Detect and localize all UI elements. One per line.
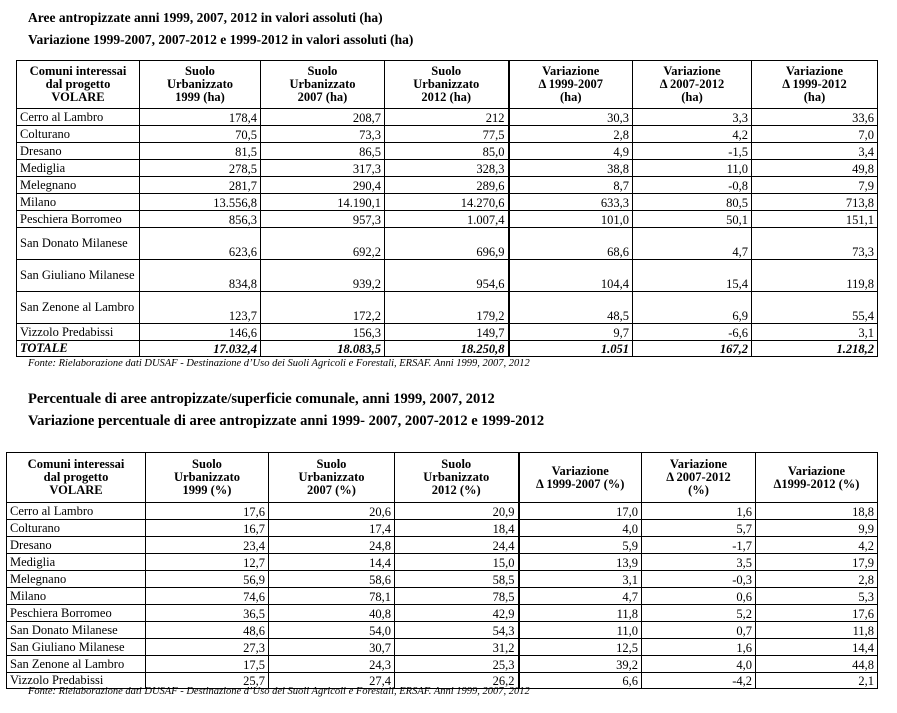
table1-total-row (17, 341, 878, 357)
table1-value-cell: 13.556,8 (140, 194, 261, 211)
table2-value-cell: 20,9 (395, 503, 519, 520)
table2-value-cell: 13,9 (519, 554, 642, 571)
table1-header-text: Urbanizzato (413, 77, 480, 91)
table1-title-line1: Aree antropizzate anni 1999, 2007, 2012 in valori assoluti (ha) (28, 10, 383, 25)
table2-value-cell: 17,6 (146, 503, 269, 520)
table1-value-cell: 85,0 (385, 143, 509, 160)
table1-municipality-cell: Peschiera Borromeo (17, 211, 140, 228)
table2-municipality-cell: San Giuliano Milanese (7, 639, 146, 656)
table2-value-cell: 5,7 (642, 520, 756, 537)
table2-value-cell: 23,4 (146, 537, 269, 554)
table1-header-text: VOLARE (51, 90, 105, 104)
table1-municipality-cell: Melegnano (17, 177, 140, 194)
table2-value-cell: 2,1 (756, 673, 878, 689)
table1-source-note: Fonte: Rielaborazione dati DUSAF - Destinazione d’Uso dei Suoli Agricoli e Forestali, ERSAF. Anni 1999, 2007, 2012 (28, 358, 530, 369)
table1-municipality-cell: Mediglia (17, 160, 140, 177)
table1-header-text: Δ 2007-2012 (659, 77, 725, 91)
table1-value-cell: 17.032,4 (140, 341, 261, 357)
table2-value-cell: 56,9 (146, 571, 269, 588)
table1-value-cell: 623,6 (140, 228, 261, 260)
table1-value-cell: 1.007,4 (385, 211, 509, 228)
table1-value-cell: 696,9 (385, 228, 509, 260)
table2-value-cell: 58,6 (269, 571, 395, 588)
table1-municipality-cell: Dresano (17, 143, 140, 160)
table1-header-row (17, 61, 878, 109)
table1-value-cell: -6,6 (633, 324, 752, 341)
table1-value-cell: 278,5 (140, 160, 261, 177)
table2-value-cell: 31,2 (395, 639, 519, 656)
table2-row (7, 503, 878, 520)
table1-row (17, 109, 878, 126)
table1-header-col-5 (633, 61, 752, 109)
table2-header-col-0 (7, 453, 146, 503)
table1-value-cell: 834,8 (140, 260, 261, 292)
table2-header-col-1 (146, 453, 269, 503)
table1-value-cell: 289,6 (385, 177, 509, 194)
table2-value-cell: 27,3 (146, 639, 269, 656)
table2-value-cell: 42,9 (395, 605, 519, 622)
table1-municipality-cell: San Donato Milanese (17, 228, 140, 260)
table2-value-cell: 11,0 (519, 622, 642, 639)
table2-value-cell: 36,5 (146, 605, 269, 622)
table2-row (7, 588, 878, 605)
table2-municipality-cell: Mediglia (7, 554, 146, 571)
table2-municipality-cell: Melegnano (7, 571, 146, 588)
table2-value-cell: 1,6 (642, 503, 756, 520)
table1-header-text: Suolo (185, 64, 215, 78)
table2-value-cell: 5,3 (756, 588, 878, 605)
table2-value-cell: 11,8 (519, 605, 642, 622)
table1-row (17, 194, 878, 211)
table1-value-cell: 104,4 (509, 260, 633, 292)
table2-row (7, 639, 878, 656)
table1-value-cell: 50,1 (633, 211, 752, 228)
table1-header-col-1 (140, 61, 261, 109)
table1-header-text: Urbanizzato (289, 77, 356, 91)
table1-value-cell: 73,3 (752, 228, 878, 260)
table1-value-cell: 9,7 (509, 324, 633, 341)
table1-value-cell: 80,5 (633, 194, 752, 211)
table2-value-cell: 3,5 (642, 554, 756, 571)
table1-value-cell: 30,3 (509, 109, 633, 126)
table1-value-cell: 7,0 (752, 126, 878, 143)
table2-header-col-3 (395, 453, 519, 503)
table1-municipality-cell: Milano (17, 194, 140, 211)
table1-value-cell: 38,8 (509, 160, 633, 177)
table1-value-cell: 328,3 (385, 160, 509, 177)
table2-header-text: 2007 (%) (307, 483, 356, 497)
table2-header-text: Variazione (787, 463, 846, 478)
table2-value-cell: 17,9 (756, 554, 878, 571)
table1-value-cell: 68,6 (509, 228, 633, 260)
table1-row (17, 126, 878, 143)
table2-value-cell: 30,7 (269, 639, 395, 656)
table2-header-row (7, 453, 878, 503)
table1-title-line2: Variazione 1999-2007, 2007-2012 e 1999-2012 in valori assoluti (ha) (28, 32, 414, 47)
table1-value-cell: 55,4 (752, 292, 878, 324)
table2-value-cell: -4,2 (642, 673, 756, 689)
table1-value-cell: 713,8 (752, 194, 878, 211)
table1-row (17, 143, 878, 160)
table2-value-cell: 4,7 (519, 588, 642, 605)
table2-header-text: Variazione (669, 457, 728, 471)
table1-header-col-4 (509, 61, 633, 109)
table1-header-text: Variazione (663, 64, 721, 78)
table2-row (7, 605, 878, 622)
table1-municipality-cell: Vizzolo Predabissi (17, 324, 140, 341)
table1-value-cell: -0,8 (633, 177, 752, 194)
table2-value-cell: 5,2 (642, 605, 756, 622)
table2-header-text: VOLARE (49, 483, 103, 497)
table2-value-cell: 54,0 (269, 622, 395, 639)
table2-value-cell: 6,6 (519, 673, 642, 689)
table2-row (7, 622, 878, 639)
table1-header-text: (ha) (803, 90, 826, 104)
table1-header-text: 1999 (ha) (175, 90, 225, 104)
table1-municipality-cell: Cerro al Lambro (17, 109, 140, 126)
table2-value-cell: 26,2 (395, 673, 519, 689)
table2-value-cell: 3,1 (519, 571, 642, 588)
table1-value-cell: 48,5 (509, 292, 633, 324)
table2-header-text: Comuni interessai (27, 457, 125, 471)
table1-row (17, 177, 878, 194)
table1-value-cell: 208,7 (261, 109, 385, 126)
table1-header-text: (ha) (559, 90, 582, 104)
table2-value-cell: 25,7 (146, 673, 269, 689)
table2-header-text: Suolo (316, 457, 347, 471)
table2-value-cell: 17,4 (269, 520, 395, 537)
table2-value-cell: 18,4 (395, 520, 519, 537)
table2-value-cell: 24,4 (395, 537, 519, 554)
table2-value-cell: 54,3 (395, 622, 519, 639)
table2-value-cell: 12,7 (146, 554, 269, 571)
table1-value-cell: 692,2 (261, 228, 385, 260)
table1-value-cell: 146,6 (140, 324, 261, 341)
table2-header-text: Δ 2007-2012 (666, 470, 731, 484)
table1-row (17, 160, 878, 177)
table1-value-cell: 1.051 (509, 341, 633, 357)
table2-value-cell: 14,4 (756, 639, 878, 656)
table2-value-cell: 40,8 (269, 605, 395, 622)
table1-header-text: Comuni interessai (29, 64, 127, 78)
table1-row (17, 211, 878, 228)
table2-header-col-6 (756, 453, 878, 503)
table2-title-line2: Variazione percentuale di aree antropizzate anni 1999- 2007, 2007-2012 e 1999-2012 (28, 413, 545, 429)
table2-header-col-4 (519, 453, 642, 503)
table2-header-text: 2012 (%) (431, 483, 481, 497)
table1-value-cell: 119,8 (752, 260, 878, 292)
table1-header-col-0 (17, 61, 140, 109)
table2-value-cell: 17,5 (146, 656, 269, 673)
table2-header-text: (%) (688, 483, 709, 497)
table1-value-cell: 33,6 (752, 109, 878, 126)
table1-value-cell: 151,1 (752, 211, 878, 228)
table2-header-text: dal progetto (43, 470, 109, 484)
table2-title-line1: Percentuale di aree antropizzate/superficie comunale, anni 1999, 2007, 2012 (28, 391, 495, 407)
table1-value-cell: 149,7 (385, 324, 509, 341)
table2-value-cell: 15,0 (395, 554, 519, 571)
table2-header-text: Suolo (192, 457, 222, 471)
table1-value-cell: 281,7 (140, 177, 261, 194)
table1-row (17, 324, 878, 341)
table1-value-cell: 317,3 (261, 160, 385, 177)
table1-value-cell: 86,5 (261, 143, 385, 160)
table1-value-cell: 6,9 (633, 292, 752, 324)
table1-municipality-cell: TOTALE (17, 341, 140, 357)
table1-header-text: (ha) (681, 90, 703, 104)
table2-header-text: Urbanizzato (423, 470, 490, 484)
table1-value-cell: 49,8 (752, 160, 878, 177)
table2-value-cell: 58,5 (395, 571, 519, 588)
table2-header-text: 1999 (%) (182, 483, 232, 497)
table1-header-text: Variazione (542, 64, 600, 78)
table2-header-col-2 (269, 453, 395, 503)
table2-header-text: Urbanizzato (174, 470, 240, 484)
table2-value-cell: 11,8 (756, 622, 878, 639)
table2-row (7, 571, 878, 588)
table2-value-cell: 12,5 (519, 639, 642, 656)
table1-value-cell: 3,3 (633, 109, 752, 126)
table1-value-cell: 70,5 (140, 126, 261, 143)
table1-value-cell: 4,7 (633, 228, 752, 260)
table2-value-cell: 24,8 (269, 537, 395, 554)
table1-value-cell: 633,3 (509, 194, 633, 211)
table1-value-cell: 4,9 (509, 143, 633, 160)
table2-row (7, 537, 878, 554)
table1-municipality-cell: San Zenone al Lambro (17, 292, 140, 324)
table1-header-text: 2012 (ha) (421, 90, 472, 104)
table2-municipality-cell: Cerro al Lambro (7, 503, 146, 520)
table1-value-cell: 156,3 (261, 324, 385, 341)
table2-header-text: Δ1999-2012 (%) (773, 476, 860, 491)
table2-value-cell: 74,6 (146, 588, 269, 605)
table2-municipality-cell: San Zenone al Lambro (7, 656, 146, 673)
table2-row (7, 656, 878, 673)
table2-value-cell: 4,0 (519, 520, 642, 537)
table1-value-cell: 7,9 (752, 177, 878, 194)
table1-value-cell: -1,5 (633, 143, 752, 160)
table1-row (17, 292, 878, 324)
table1-value-cell: 179,2 (385, 292, 509, 324)
table2-municipality-cell: Vizzolo Predabissi (7, 673, 146, 689)
table1-value-cell: 14.190,1 (261, 194, 385, 211)
table2-municipality-cell: San Donato Milanese (7, 622, 146, 639)
table1-header-col-6 (752, 61, 878, 109)
table1-value-cell: 18.083,5 (261, 341, 385, 357)
table2-value-cell: 78,5 (395, 588, 519, 605)
table2-value-cell: 17,0 (519, 503, 642, 520)
table1-header-text: Δ 1999-2007 (538, 77, 603, 91)
table2-header-text: Variazione (551, 463, 609, 478)
table2-source-note: Fonte: Rielaborazione dati DUSAF - Destinazione d’Uso dei Suoli Agricoli e Forestali, ERSAF. Anni 1999, 2007, 2012 (28, 686, 530, 697)
table1-value-cell: 18.250,8 (385, 341, 509, 357)
table2-value-cell: 4,0 (642, 656, 756, 673)
table1-value-cell: 15,4 (633, 260, 752, 292)
table2-municipality-cell: Colturano (7, 520, 146, 537)
table1-value-cell: 178,4 (140, 109, 261, 126)
table2-row (7, 554, 878, 571)
table1-value-cell: 167,2 (633, 341, 752, 357)
table1-value-cell: 73,3 (261, 126, 385, 143)
table-absolute-values (16, 60, 878, 357)
table2-header-text: Δ 1999-2007 (%) (536, 476, 625, 491)
table1-header-col-3 (385, 61, 509, 109)
table2-row (7, 520, 878, 537)
table2-value-cell: 0,7 (642, 622, 756, 639)
table1-value-cell: 290,4 (261, 177, 385, 194)
table1-value-cell: 2,8 (509, 126, 633, 143)
table2-value-cell: 2,8 (756, 571, 878, 588)
table2-value-cell: 24,3 (269, 656, 395, 673)
table2-value-cell: 1,6 (642, 639, 756, 656)
table1-header-text: Δ 1999-2012 (782, 77, 847, 91)
table2-municipality-cell: Dresano (7, 537, 146, 554)
table2-value-cell: 14,4 (269, 554, 395, 571)
table1-municipality-cell: San Giuliano Milanese (17, 260, 140, 292)
table2-value-cell: 78,1 (269, 588, 395, 605)
table1-value-cell: 957,3 (261, 211, 385, 228)
table1-value-cell: 3,4 (752, 143, 878, 160)
table2-value-cell: -1,7 (642, 537, 756, 554)
table1-value-cell: 77,5 (385, 126, 509, 143)
table1-row (17, 260, 878, 292)
table2-value-cell: 48,6 (146, 622, 269, 639)
table2-header-text: Suolo (441, 457, 472, 471)
table2-municipality-cell: Peschiera Borromeo (7, 605, 146, 622)
table2-value-cell: 39,2 (519, 656, 642, 673)
table1-value-cell: 954,6 (385, 260, 509, 292)
table1-header-text: Urbanizzato (167, 77, 233, 91)
table1-header-text: 2007 (ha) (297, 90, 348, 104)
table1-value-cell: 3,1 (752, 324, 878, 341)
table2-value-cell: 9,9 (756, 520, 878, 537)
table1-value-cell: 8,7 (509, 177, 633, 194)
table1-value-cell: 1.218,2 (752, 341, 878, 357)
table2-value-cell: 27,4 (269, 673, 395, 689)
table2-value-cell: 5,9 (519, 537, 642, 554)
table1-header-text: Variazione (785, 64, 844, 78)
table1-value-cell: 123,7 (140, 292, 261, 324)
table1-value-cell: 81,5 (140, 143, 261, 160)
table2-value-cell: -0,3 (642, 571, 756, 588)
table-percent-values (6, 452, 878, 689)
table2-value-cell: 0,6 (642, 588, 756, 605)
table2-value-cell: 20,6 (269, 503, 395, 520)
table1-row (17, 228, 878, 260)
table2-value-cell: 25,3 (395, 656, 519, 673)
table2-header-col-5 (642, 453, 756, 503)
table2-municipality-cell: Milano (7, 588, 146, 605)
table1-value-cell: 14.270,6 (385, 194, 509, 211)
table1-value-cell: 856,3 (140, 211, 261, 228)
table1-value-cell: 4,2 (633, 126, 752, 143)
table1-municipality-cell: Colturano (17, 126, 140, 143)
table2-value-cell: 44,8 (756, 656, 878, 673)
table1-header-text: dal progetto (45, 77, 111, 91)
table2-value-cell: 4,2 (756, 537, 878, 554)
table1-value-cell: 212 (385, 109, 509, 126)
table1-value-cell: 101,0 (509, 211, 633, 228)
table1-value-cell: 172,2 (261, 292, 385, 324)
table2-value-cell: 18,8 (756, 503, 878, 520)
table1-header-text: Suolo (307, 64, 338, 78)
table1-header-text: Suolo (431, 64, 462, 78)
table1-value-cell: 939,2 (261, 260, 385, 292)
table2-value-cell: 16,7 (146, 520, 269, 537)
table2-header-text: Urbanizzato (298, 470, 365, 484)
table1-header-col-2 (261, 61, 385, 109)
table1-value-cell: 11,0 (633, 160, 752, 177)
table2-value-cell: 17,6 (756, 605, 878, 622)
